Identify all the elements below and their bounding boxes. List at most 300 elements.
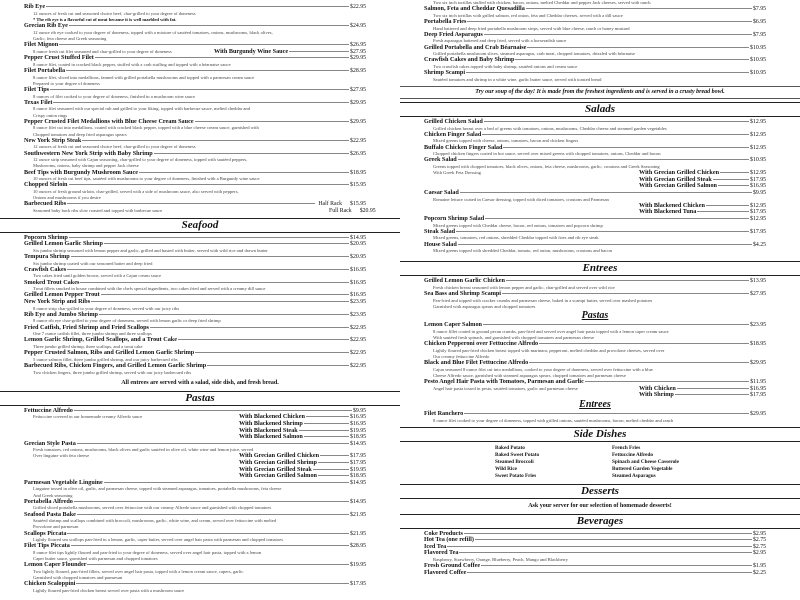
section-header-salads: Salads (400, 102, 800, 117)
item-row (24, 182, 366, 189)
leader-dots (467, 572, 752, 573)
item-description: Lightly floured pan-fried chicken breast served over pasta with a mushroom sauce (33, 588, 185, 594)
leader-dots (104, 243, 349, 244)
item-row (24, 562, 366, 569)
leader-dots (299, 430, 349, 431)
item-row (24, 87, 366, 94)
menu-item (424, 216, 766, 229)
salad-items-2 (424, 216, 766, 254)
item-description: Greens topped with chopped tomatoes, black olives, onions, feta cheese, mushrooms, garlic, croutons and Greek Seasoning (433, 163, 660, 169)
item-row (24, 4, 366, 11)
option-list (424, 203, 766, 216)
leader-dots (67, 203, 315, 204)
item-price: $26.95 (350, 150, 366, 157)
item-name: Chicken Finger Salad (424, 130, 482, 138)
item-description: Mixed greens, tomatoes, red onions, shredded Cheddar topped with fries and rib eye steak (433, 235, 599, 241)
item-name: Barbecued Ribs (24, 200, 67, 208)
item-price: $18.95 (350, 169, 366, 176)
item-price: $1.95 (752, 563, 766, 570)
item-description: Linguine tossed in olive oil, garlic, and parmesan cheese, topped with steamed asparagus, tomatoes, portabella mushrooms, feta cheese (33, 486, 282, 492)
menu-item (24, 312, 366, 325)
item-description: Mixed greens topped with Cheddar cheese, bacon, red onions, tomatoes and popcorn shrimp (433, 222, 603, 228)
section-header-desserts: Desserts (400, 484, 800, 499)
item-description: Chopped tomatoes and deep fried asparagus spears (33, 131, 127, 137)
item-name: Portabella Fries (424, 18, 467, 25)
leader-dots (713, 179, 749, 180)
item-name: Texas Filet (24, 98, 53, 106)
menu-item (24, 363, 366, 376)
leader-dots (318, 475, 349, 476)
item-row (24, 55, 366, 62)
leader-dots (318, 462, 349, 463)
item-name: Filet Mignon (24, 41, 59, 48)
item-price: $23.95 (350, 311, 366, 318)
menu-item (24, 562, 366, 581)
item-row (24, 42, 366, 49)
menu-item-caesar-salad (424, 190, 766, 216)
option-price: $17.95 (750, 209, 766, 216)
item-name: Hot Tea (one refill) (424, 536, 474, 544)
item-row (424, 229, 766, 236)
leader-dots (484, 121, 749, 122)
item-name: Scallops Piccata (24, 529, 67, 537)
leader-dots (460, 192, 752, 193)
item-price: $22.95 (350, 362, 366, 369)
item-row (424, 32, 766, 39)
item-row (424, 119, 766, 126)
item-row (424, 242, 766, 249)
menu-item (24, 531, 366, 544)
leader-dots (66, 70, 349, 71)
item-row (424, 544, 766, 551)
item-name: Filet Tips (24, 85, 50, 93)
item-description: Cajun seasoned 8 ounce filet cut into medallions, cooked to your degree of doneness, served over fettuccine with a blue (433, 366, 653, 372)
item-price: $17.95 (350, 581, 366, 588)
salad-items (424, 119, 766, 157)
item-name: Smoked Trout Cakes (24, 278, 80, 286)
item-price: $13.95 (750, 278, 766, 285)
item-price: $2.75 (752, 537, 766, 544)
menu-item (424, 570, 766, 577)
item-description: Six jumbo shrimp coated with our seasoned batter and deep fried (33, 260, 153, 266)
option-label: With Grecian Grilled Chicken (239, 452, 320, 460)
menu-item (24, 170, 366, 183)
item-price: $22.95 (350, 350, 366, 357)
item-description: 8 ounce rib eye char-grilled to your degree of doneness, served with lemon garlic or deep fried shrimp (33, 318, 221, 324)
item-description: 8 ounce filet cooked to your degree of doneness, topped with grilled onions, sautéed mushrooms, bacon, melted cheddar and ranch (433, 417, 674, 423)
item-description: With Greek Feta Dressing (433, 170, 481, 176)
leader-dots (313, 469, 349, 470)
option-label: With Grecian Grilled Salmon (239, 472, 317, 480)
leader-dots (458, 159, 749, 160)
item-description: Sautéed shrimp and scallops combined with broccoli, mushrooms, garlic, white wine, and cream, served over fettuccine with melted (33, 518, 277, 524)
item-price: $19.95 (350, 562, 366, 569)
option-row (24, 414, 366, 421)
item-row (24, 480, 366, 487)
item-name: Grilled Lemon Garlic Shrimp (24, 240, 103, 248)
item-price: $10.95 (750, 70, 766, 77)
leader-dots (697, 211, 749, 212)
item-name: Deep Fried Asparagus (424, 30, 483, 38)
side-dish-item: French Fries (612, 444, 641, 451)
steaks-list (0, 0, 400, 215)
full-rack-price: $20.95 (359, 207, 376, 214)
option-price: $18.95 (350, 473, 366, 480)
option-price: $17.95 (750, 392, 766, 399)
item-price: $12.95 (750, 144, 766, 151)
menu-right-column (400, 0, 800, 600)
leader-dots (467, 21, 752, 22)
item-description: Chopped chicken fingers coated in hot sauce, served over mixed greens with chopped tomatoes, onions, Cheddar and bacon (433, 151, 661, 157)
item-price: $6.95 (752, 19, 766, 25)
item-price: $10.95 (750, 57, 766, 64)
menu-item (424, 322, 766, 341)
item-row (24, 267, 366, 274)
option-price: $16.95 (350, 414, 366, 421)
leader-dots (87, 564, 349, 565)
item-row (424, 322, 766, 329)
item-description: Prepared to your degree of doneness (33, 80, 100, 86)
soup-of-the-day-note: Try our soup of the day! It is made from the freshest ingredients and is served in a crusty bread bowl. (400, 86, 800, 99)
item-price: $23.95 (350, 298, 366, 305)
item-price: $22.95 (350, 324, 366, 331)
item-description: 8 ounce filet cut into medallions, coated with cracked black pepper, topped with a blue cheese cream sauce, garnished with (33, 125, 259, 131)
section-header-side-dishes: Side Dishes (400, 427, 800, 442)
leader-dots (139, 172, 349, 173)
item-price: $14.95 (350, 234, 366, 241)
option-label: With Grecian Grilled Steak (639, 175, 712, 183)
option-price: $18.95 (350, 434, 366, 441)
item-price: $11.95 (750, 379, 766, 386)
leader-dots (195, 121, 349, 122)
item-description: Hand battered and deep fried portabella mushroom strips, served with blue cheese, ranch or honey mustard (433, 25, 630, 31)
item-name: Southwestern New York Strip with Baby Shrimp (24, 149, 153, 157)
leader-dots (718, 185, 749, 186)
item-price: $2.95 (752, 550, 766, 557)
leader-dots (447, 546, 752, 547)
menu-item (424, 360, 766, 379)
leader-dots (304, 423, 349, 424)
item-description: Two crawfish cakes topped with baby shrimp, sautéed onions and cream sauce (433, 63, 578, 69)
item-row (24, 280, 366, 287)
item-description: Grilled sliced portabella mushrooms, served over fettuccine with our creamy Alfredo sauce and garnished with chopped tomatoes (33, 505, 272, 511)
item-name: Filet Portabella (24, 66, 66, 74)
option-label: With Blackened Shrimp (239, 419, 303, 427)
menu-item (24, 100, 366, 119)
item-description: Raspberry, Strawberry, Orange, Blueberry, Peach, Mango and Blackberry (433, 557, 569, 563)
item-price: $23.95 (750, 322, 766, 329)
pasta-items (24, 480, 366, 594)
item-description: Grilled portabella mushroom slices, steamed asparagus, crab meat, chopped tomatoes, drizzled with béarnaise (433, 51, 636, 57)
item-price: $14.95 (350, 479, 366, 486)
item-row (424, 216, 766, 223)
menu-item (24, 480, 366, 499)
item-description: Trout fillets smoked in house combined with the chefs special ingredients, two cakes fried and served with a creamy dill sauce (33, 286, 266, 292)
item-name: Rib Eye and Jumbo Shrimp (24, 310, 98, 318)
item-row (24, 499, 366, 506)
item-name: Chopped Sirloin (24, 181, 68, 189)
item-description: Our creamy fettuccine Alfredo (433, 353, 490, 359)
item-description: 5 ounce salmon fillet, three jumbo grilled shrimp, and our juicy barbecued ribs (33, 356, 178, 362)
item-price: $10.95 (750, 44, 766, 51)
item-price: $24.95 (350, 23, 366, 29)
leader-dots (304, 436, 349, 437)
option-label: With Blackened Tuna (639, 208, 697, 216)
item-price: $17.95 (750, 228, 766, 235)
item-name: Parmesan Vegetable Linguine (24, 478, 103, 486)
item-description: Cheese Alfredo sauce, garnished with steamed asparagus spears, chopped tomatoes and parmesan cheese (433, 372, 626, 378)
item-row (24, 119, 366, 126)
item-row (424, 70, 766, 77)
leader-dots (515, 59, 749, 60)
item-description: Sautéed tomatoes and shrimp in a white wine, garlic butter sauce, served with toasted bread (433, 76, 602, 82)
item-description: 8 ounce filet seasoned with our special rub and grilled to your liking, topped with barbecue sauce, melted cheddar and (33, 106, 250, 112)
side-dish-item: Buttered Garden Vegetable (612, 465, 673, 472)
menu-item (24, 151, 366, 170)
leader-dots (80, 282, 349, 283)
option-list (24, 414, 366, 440)
item-name: Pepper Crusted Filet Medallions with Blue Cheese Cream Sauce (24, 117, 194, 125)
leader-dots (484, 34, 752, 35)
leader-dots (289, 51, 349, 52)
option-price: $16.95 (750, 385, 766, 392)
item-name: Sea Bass and Shrimp Scampi (424, 290, 502, 298)
item-price: $2.25 (752, 569, 766, 576)
leader-dots (458, 244, 752, 245)
item-row (24, 312, 366, 319)
leader-dots (67, 533, 349, 534)
leader-dots (675, 394, 749, 395)
item-price: $26.95 (350, 42, 366, 48)
half-rack-price: $15.95 (350, 201, 366, 208)
item-description: Two lightly floured, pan-fried fillets, served over angel hair pasta, topped with a lemon cream sauce, capers, garlic (33, 569, 244, 575)
leader-dots (95, 57, 349, 58)
item-description: One 7 ounce catfish fillet, three jumbo shrimp and three scallops (33, 331, 152, 337)
item-description: 8 ounce fillet coated in ground pecan crumbs, pan-fried and served over angel hair pasta topped with a lemon caper cream sauce (433, 328, 669, 334)
item-description: Provolone and parmesan (33, 524, 79, 530)
item-row (424, 291, 766, 298)
item-name: Crawfish Cakes (24, 265, 67, 273)
item-name: Pepper Crust Stuffed Filet (24, 54, 94, 62)
item-price: $14.95 (350, 440, 366, 447)
leader-dots (69, 184, 350, 185)
menu-item (424, 145, 766, 158)
menu-item (24, 299, 366, 312)
item-name: Fettuccine Alfredo (24, 406, 73, 414)
option-label: With Chicken (639, 384, 676, 392)
side-dish-item: Steamed Broccoli (495, 458, 534, 465)
item-price: $27.95 (350, 86, 366, 93)
item-row (424, 19, 766, 26)
item-price: $16.95 (350, 266, 366, 273)
item-name: Fresh Ground Coffee (424, 562, 481, 570)
menu-item (24, 267, 366, 280)
item-price: $22.95 (350, 337, 366, 344)
leader-dots (529, 362, 749, 363)
item-row (24, 151, 366, 158)
item-description: Garlic, feta cheese and Greek seasoning (33, 35, 107, 41)
option-price: $17.95 (750, 176, 766, 183)
item-name: Lemon Caper Flounder (24, 561, 87, 569)
option-row (24, 421, 366, 428)
option-label: With Grecian Grilled Shrimp (239, 459, 317, 467)
item-description: Mixed greens topped with shredded Cheddar, tomato, red onion, mushrooms, croutons and bacon (433, 248, 612, 254)
item-row (24, 363, 366, 370)
option-list (424, 170, 766, 190)
item-name: Tempura Shrimp (24, 252, 70, 260)
item-name: Grilled Lemon Pepper Trout (24, 291, 100, 299)
item-name: Iced Tea (424, 542, 447, 550)
item-description: 10 ounces of fresh ground sirloin, char-grilled, served with a side of mushroom sauce, also served with peppers, (33, 188, 239, 194)
item-price: $12.95 (750, 118, 766, 125)
item-price: $29.95 (350, 99, 366, 106)
option-price: $27.95 (350, 48, 366, 55)
leader-dots (74, 501, 349, 502)
item-row (424, 278, 766, 285)
item-description: Three jumbo grilled shrimp, three scallops, and a trout cake (33, 343, 143, 349)
option-price: $17.95 (350, 453, 366, 460)
item-row (24, 254, 366, 261)
option-label: With Blackened Salmon (239, 433, 303, 441)
desserts-note: Ask your server for our selection of homemade desserts! (528, 502, 672, 509)
item-description: 8 ounces of filet cooked to your degree of doneness, finished in a mushroom wine sauce (33, 93, 196, 99)
item-row (424, 360, 766, 367)
pastas-list (0, 408, 400, 595)
item-description: Lightly floured sea scallops pan-fried in a lemon, garlic, caper butter, served over angel hair pasta with parmesan and chopped tomatoes (33, 537, 283, 543)
item-note: * The rib eye is a flavorful cut of meat because it is well marbled with fat. (33, 16, 177, 22)
side-dish-item: Wild Rice (495, 465, 517, 472)
option-price: $17.95 (350, 460, 366, 467)
item-name: Rib Eye (24, 3, 46, 10)
option-list (24, 453, 366, 479)
item-price: $20.95 (350, 253, 366, 260)
menu-item (424, 531, 766, 538)
beverages-list (400, 531, 800, 577)
menu-item (424, 132, 766, 145)
menu-item (24, 581, 366, 594)
item-row (424, 57, 766, 64)
item-description: 10 ounces of fresh cut beef tips, sautéed with mushrooms to your degree of doneness, finished with a Burgundy wine sauce (33, 176, 260, 182)
item-row (24, 531, 366, 538)
item-name: Grecian Style Pasta (24, 439, 76, 447)
item-row (24, 543, 366, 550)
item-row (24, 512, 366, 519)
item-name: Popcorn Shrimp (24, 233, 68, 241)
option-label: With Grecian Grilled Chicken (639, 169, 720, 177)
side-dish-item: Baked Potato (495, 444, 525, 451)
leader-dots (69, 25, 349, 26)
leader-dots (527, 47, 749, 48)
leader-dots (464, 533, 752, 534)
leader-dots (71, 256, 349, 257)
menu-item (424, 6, 766, 19)
option-row (424, 386, 766, 393)
option-label: With Blackened Steak (239, 426, 298, 434)
item-price: $29.95 (750, 410, 766, 417)
appetizer-items (424, 6, 766, 83)
item-name: Grilled Chicken Salad (424, 117, 483, 125)
leader-dots (195, 352, 349, 353)
item-row (424, 45, 766, 52)
leader-dots (706, 205, 749, 206)
item-description: 12 ounces of fresh cut and seasoned choice beef, char-grilled to your degree of doneness (33, 144, 196, 150)
menu-item-fettuccine-alfredo (24, 408, 366, 441)
item-name: New York Strip Steak (24, 136, 82, 144)
item-row (24, 581, 366, 588)
item-row (24, 170, 366, 177)
menu-item-pesto-angel-hair (424, 379, 766, 399)
item-row (24, 325, 366, 332)
option-row (24, 460, 366, 467)
item-description: 12 ounce rib eye cooked to your degree of doneness, topped with a mixture of sautéed tomatoes, onions, mushrooms, black olives, (33, 29, 273, 35)
item-price: $20.95 (350, 241, 366, 248)
leader-dots (481, 565, 752, 566)
item-description: Over linguine with feta cheese (33, 453, 90, 459)
item-name: Pesto Angel Hair Pasta with Tomatoes, Parmesan and Garlic (424, 378, 584, 386)
item-name: Chicken Scaloppini (24, 580, 76, 588)
option-price: $16.95 (350, 420, 366, 427)
item-description: And Greek seasoning (33, 492, 73, 498)
menu-item (424, 19, 766, 32)
item-row (424, 132, 766, 139)
subsection-header-pastas: Pastas (581, 310, 609, 322)
leader-dots (503, 147, 749, 148)
menu-item (424, 544, 766, 551)
item-row (424, 145, 766, 152)
section-header-seafood: Seafood (0, 218, 400, 233)
menu-item (24, 138, 366, 151)
menu-item (24, 350, 366, 363)
item-price: $2.95 (752, 530, 766, 537)
item-description: Two cakes fried until golden brown, served with a Cajun cream sauce (33, 273, 162, 279)
leader-dots (502, 293, 749, 294)
menu-item (424, 537, 766, 544)
item-description: Garnished with chopped tomatoes and parmesan (33, 575, 123, 581)
item-price: $21.95 (350, 511, 366, 518)
item-description: Mushrooms, onions, baby shrimp and pepper Jack cheese (33, 163, 139, 169)
item-name: Chicken Pepperoni over Fettuccine Alfredo (424, 340, 539, 348)
leader-dots (207, 365, 349, 366)
item-name: Fried Catfish, Fried Shrimp and Fried Scallops (24, 323, 149, 331)
item-name: Grilled Lemon Garlic Chicken (424, 277, 505, 285)
item-row (24, 100, 366, 107)
leader-dots (59, 44, 349, 45)
item-description: Garnished with asparagus spears and chopped tomatoes (433, 303, 536, 309)
item-description: 8 ounce filet, coated in cracked black pepper, stuffed with a crab stuffing and topped with a béarnaise sauce (33, 61, 231, 67)
menu-item (24, 499, 366, 512)
menu-item (24, 23, 366, 42)
option-price: $19.95 (350, 466, 366, 473)
leader-dots (320, 455, 349, 456)
item-description: 8 ounce filet, sliced into medallions, fanned with grilled portabella mushrooms and topped with a parmesan cream sauce (33, 74, 255, 80)
item-price: $28.95 (350, 67, 366, 74)
leader-dots (69, 237, 349, 238)
side-dish-item: Baked Sweet Potato (495, 451, 540, 458)
item-description: Two chicken fingers, three jumbo grilled shrimp, served with our juicy barbecued ribs (33, 369, 192, 375)
item-name: Portabella Alfredo (24, 497, 73, 505)
item-description: Two six inch tortillas with grilled salmon, red onion, feta and Cheddar cheeses, served with a dill sauce (433, 12, 623, 18)
leader-dots (71, 545, 349, 546)
item-name: Filet Tips Piccata (24, 542, 70, 550)
item-name: Pepper Crusted Salmon, Ribs and Grilled Lemon Garlic Shrimp (24, 349, 195, 357)
item-description: Fresh asparagus battered and deep fried, served with a horseradish sauce (433, 38, 567, 44)
item-name: House Salad (424, 240, 457, 248)
item-description: Six jumbo shrimp seasoned with lemon pepper and garlic, grilled and basted with butter, served with wild rice and drawn butter (33, 247, 268, 253)
item-description: Pan-fried and topped with cracker crumbs and parmesan cheese, baked in a scampi butter, served over mashed potatoes (433, 297, 653, 303)
leader-dots (506, 280, 749, 281)
item-price: $15.95 (350, 182, 366, 189)
leader-dots (150, 327, 349, 328)
